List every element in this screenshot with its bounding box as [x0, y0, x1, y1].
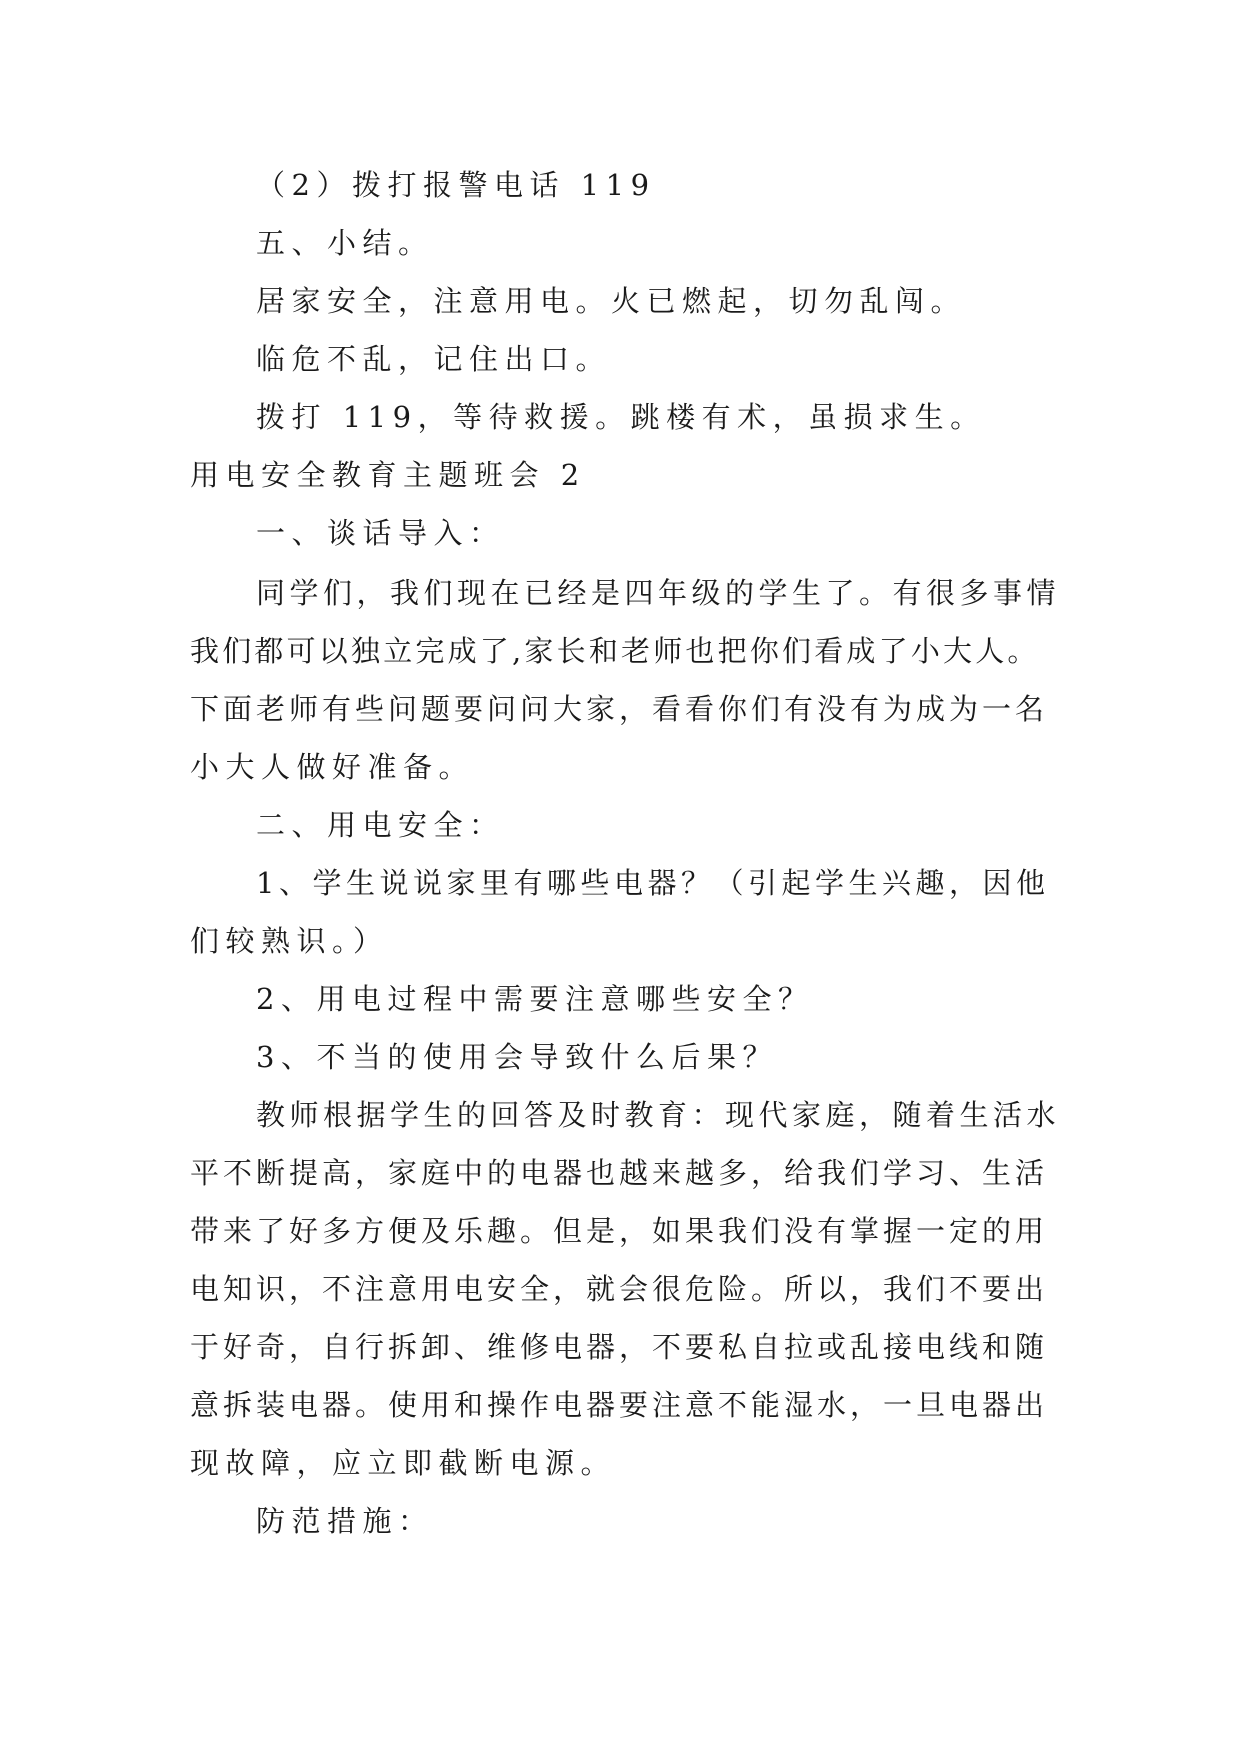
text-line: 居家安全，注意用电。火已燃起，切勿乱闯。: [256, 284, 967, 318]
paragraph-line: 于好奇，自行拆卸、维修电器，不要私自拉或乱接电线和随: [190, 1330, 1049, 1364]
paragraph-line: 意拆装电器。使用和操作电器要注意不能湿水，一旦电器出: [190, 1388, 1049, 1422]
paragraph-line: 平不断提高，家庭中的电器也越来越多，给我们学习、生活: [190, 1156, 1049, 1190]
section-heading: 防范措施：: [256, 1504, 434, 1538]
document-title: 用电安全教育主题班会 2: [190, 458, 586, 492]
paragraph-line: 我们都可以独立完成了,家长和老师也把你们看成了小大人。: [190, 634, 1040, 668]
text-line: 拨打 119，等待救援。跳楼有术，虽损求生。: [256, 400, 986, 434]
paragraph-line: 带来了好多方便及乐趣。但是，如果我们没有掌握一定的用: [190, 1214, 1049, 1248]
paragraph-line: 小大人做好准备。: [190, 750, 475, 784]
paragraph-line: 2、用电过程中需要注意哪些安全？: [256, 982, 814, 1016]
section-heading: 一、谈话导入：: [256, 516, 505, 550]
section-heading: 二、用电安全：: [256, 808, 505, 842]
paragraph-line: 同学们，我们现在已经是四年级的学生了。有很多事情: [256, 576, 1061, 610]
paragraph-line: 3、不当的使用会导致什么后果？: [256, 1040, 778, 1074]
paragraph-line: 1、学生说说家里有哪些电器？（引起学生兴趣，因他: [256, 866, 1050, 900]
paragraph-line: 下面老师有些问题要问问大家，看看你们有没有为成为一名: [190, 692, 1049, 726]
text-line: 临危不乱，记住出口。: [256, 342, 612, 376]
section-heading: 五、小结。: [256, 226, 434, 260]
paragraph-line: 现故障，应立即截断电源。: [190, 1446, 617, 1480]
text-line: （2）拨打报警电话 119: [256, 168, 656, 202]
paragraph-line: 电知识，不注意用电安全，就会很危险。所以，我们不要出: [190, 1272, 1049, 1306]
paragraph-line: 教师根据学生的回答及时教育：现代家庭，随着生活水: [256, 1098, 1061, 1132]
paragraph-line: 们较熟识。）: [190, 924, 389, 958]
